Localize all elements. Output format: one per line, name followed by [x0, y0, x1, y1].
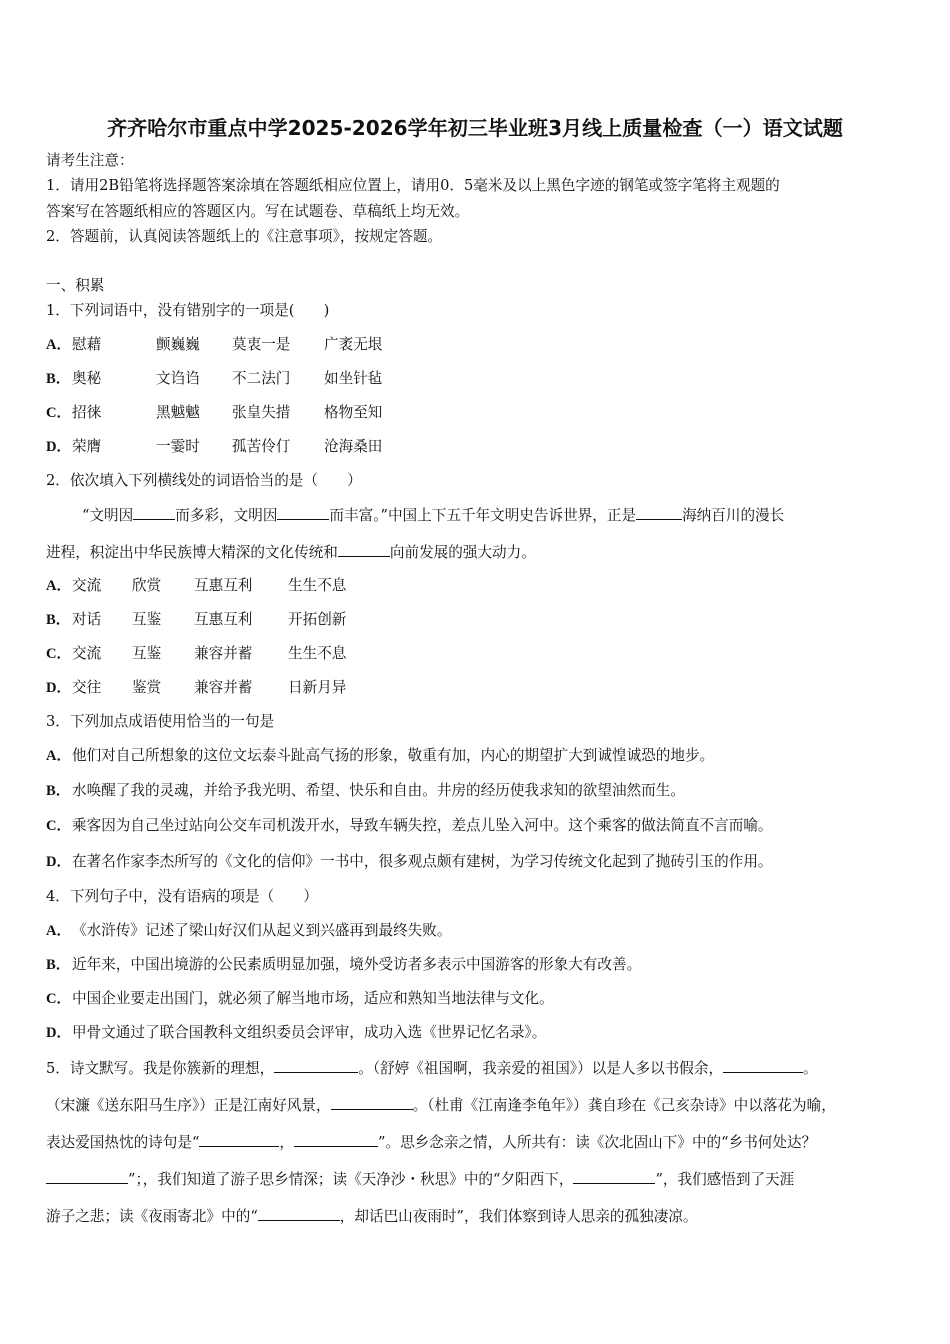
- option-text: 乘客因为自己坐过站向公交车司机泼开水，导致车辆失控，差点儿坠入河中。这个乘客的做法简直不言而喻。: [72, 817, 773, 834]
- q5-text: ，: [279, 1134, 295, 1151]
- fill-blank[interactable]: [723, 1058, 803, 1073]
- option-word: 莫衷一是: [232, 336, 291, 353]
- q5-text: 。: [803, 1060, 818, 1077]
- q5-line-1: [46, 1058, 818, 1079]
- option-letter: D．: [46, 680, 72, 696]
- notice-item-2: 2．答题前，认真阅读答题纸上的《注意事项》，按规定答题。: [46, 228, 443, 245]
- q5-text: ，却话巴山夜雨时”，我们体察到诗人思亲的孤独凄凉。: [339, 1208, 698, 1225]
- q1-option-b[interactable]: [46, 369, 406, 389]
- q4-option-b[interactable]: [46, 955, 641, 975]
- option-letter: A．: [46, 578, 72, 594]
- passage-text: 而多彩，文明因: [175, 507, 278, 524]
- option-word: 孤苦伶仃: [232, 438, 291, 455]
- option-letter: C．: [46, 818, 72, 834]
- passage-text: 向前发展的强大动力。: [389, 544, 536, 561]
- fill-blank[interactable]: [338, 542, 390, 557]
- option-word: 张皇失措: [232, 404, 291, 421]
- option-letter: B．: [46, 957, 71, 973]
- option-text: 《水浒传》记述了梁山好汉们从起义到兴盛再到最终失败。: [72, 922, 452, 939]
- fill-blank[interactable]: [636, 505, 682, 520]
- q3-option-d[interactable]: [46, 852, 773, 872]
- notice-item-1b: 答案写在答题纸相应的答题区内。写在试题卷、草稿纸上均无效。: [46, 203, 470, 220]
- option-word: 对话: [72, 611, 102, 628]
- option-word: 鉴赏: [132, 679, 162, 696]
- q2-option-d[interactable]: [46, 678, 370, 698]
- q2-option-b[interactable]: [46, 610, 370, 630]
- section-heading: 一、积累: [46, 277, 105, 294]
- q1-option-c[interactable]: [46, 403, 406, 423]
- option-word: 奥秘: [72, 370, 102, 387]
- notice-item-1a: 1．请用2B铅笔将选择题答案涂填在答题纸相应位置上，请用0．5毫米及以上黑色字迹的钢笔或签字笔将主观题的: [46, 177, 780, 194]
- option-word: 格物至知: [324, 404, 383, 421]
- notice-heading: 请考生注意：: [46, 152, 134, 169]
- option-word: 颤巍巍: [156, 336, 200, 353]
- option-word: 慰藉: [72, 336, 102, 353]
- q5-line-2: [46, 1095, 836, 1116]
- option-word: 生生不息: [288, 577, 347, 594]
- q1-option-a[interactable]: [46, 335, 406, 355]
- option-letter: D．: [46, 1025, 72, 1041]
- option-word: 互惠互利: [194, 611, 253, 628]
- fill-blank[interactable]: [331, 1095, 413, 1110]
- option-word: 互惠互利: [194, 577, 253, 594]
- option-word: 生生不息: [288, 645, 347, 662]
- option-text: 在著名作家李杰所写的《文化的信仰》一书中，很多观点颇有建树，为学习传统文化起到了抛砖引玉的作用。: [72, 853, 773, 870]
- q2-passage-line-1: [82, 505, 784, 526]
- passage-text: 进程，积淀出中华民族博大精深的文化传统和: [46, 544, 338, 561]
- option-letter: A．: [46, 923, 72, 939]
- option-letter: A．: [46, 337, 72, 353]
- option-word: 兼容并蓄: [194, 679, 253, 696]
- option-word: 交流: [72, 577, 102, 594]
- q5-text: ”，我们感悟到了天涯: [655, 1171, 795, 1188]
- q1-option-d[interactable]: [46, 437, 406, 457]
- fill-blank[interactable]: [274, 1058, 358, 1073]
- option-word: 一霎时: [156, 438, 200, 455]
- q3-option-c[interactable]: [46, 816, 773, 836]
- q5-text: 。（舒婷《祖国啊，我亲爱的祖国》）以是人多以书假余，: [358, 1060, 724, 1077]
- option-word: 招徕: [72, 404, 102, 421]
- option-letter: D．: [46, 854, 72, 870]
- q5-text: 游子之悲；读《夜雨寄北》中的“: [46, 1208, 258, 1225]
- q3-option-a[interactable]: [46, 746, 714, 766]
- q5-text: （宋濂《送东阳马生序》）正是江南好风景，: [46, 1097, 331, 1114]
- option-word: 欣赏: [132, 577, 162, 594]
- fill-blank[interactable]: [258, 1206, 340, 1221]
- q4-stem: 4．下列句子中，没有语病的项是（ ）: [46, 888, 318, 905]
- q5-text: 。（杜甫《江南逢李龟年》）龚自珍在《己亥杂诗》中以落花为喻，: [412, 1097, 836, 1114]
- passage-text: “文明因: [82, 507, 134, 524]
- fill-blank[interactable]: [294, 1132, 378, 1147]
- q3-option-b[interactable]: [46, 781, 685, 801]
- q2-option-a[interactable]: [46, 576, 370, 596]
- option-word: 互鉴: [132, 611, 162, 628]
- option-text: 水唤醒了我的灵魂，并给予我光明、希望、快乐和自由。井房的经历使我求知的欲望油然而生。: [72, 782, 685, 799]
- q2-passage-line-2: [46, 542, 536, 563]
- option-word: 交流: [72, 645, 102, 662]
- page-title: 齐齐哈尔市重点中学2025-2026学年初三毕业班3月线上质量检查（一）语文试题: [107, 116, 843, 140]
- q1-stem: 1．下列词语中，没有错别字的一项是( ): [46, 302, 330, 319]
- q5-text: 5．诗文默写。我是你簇新的理想，: [46, 1060, 275, 1077]
- fill-blank[interactable]: [133, 505, 175, 520]
- option-word: 黑魆魆: [156, 404, 200, 421]
- option-word: 互鉴: [132, 645, 162, 662]
- option-word: 沧海桑田: [324, 438, 383, 455]
- option-letter: C．: [46, 991, 72, 1007]
- option-text: 近年来，中国出境游的公民素质明显加强，境外受访者多表示中国游客的形象大有改善。: [72, 956, 642, 973]
- q2-option-c[interactable]: [46, 644, 370, 664]
- option-word: 广袤无垠: [324, 336, 383, 353]
- q4-option-d[interactable]: [46, 1023, 546, 1043]
- q5-line-3: [46, 1132, 816, 1153]
- option-text: 他们对自己所想象的这位文坛泰斗趾高气扬的形象，敬重有加，内心的期望扩大到诚惶诚恐的地步。: [72, 747, 715, 764]
- option-word: 开拓创新: [288, 611, 347, 628]
- option-letter: A．: [46, 748, 72, 764]
- option-letter: D．: [46, 439, 72, 455]
- option-letter: C．: [46, 646, 72, 662]
- option-letter: B．: [46, 783, 71, 799]
- option-letter: C．: [46, 405, 72, 421]
- q5-line-5: [46, 1206, 698, 1227]
- fill-blank[interactable]: [573, 1169, 655, 1184]
- option-word: 如坐针毡: [324, 370, 383, 387]
- option-word: 荣膺: [72, 438, 102, 455]
- option-letter: B．: [46, 371, 71, 387]
- q3-stem: 3．下列加点成语使用恰当的一句是: [46, 713, 275, 730]
- q4-option-c[interactable]: [46, 989, 554, 1009]
- q5-text: ”。思乡念亲之情，人所共有：读《次北固山下》中的“乡书何处达？: [378, 1134, 817, 1151]
- q4-option-a[interactable]: [46, 921, 451, 941]
- passage-text: 而丰富。”中国上下五千年文明史告诉世界，正是: [329, 507, 637, 524]
- option-text: 中国企业要走出国门，就必须了解当地市场，适应和熟知当地法律与文化。: [72, 990, 554, 1007]
- option-word: 不二法门: [232, 370, 291, 387]
- option-word: 日新月异: [288, 679, 347, 696]
- option-word: 交往: [72, 679, 102, 696]
- option-word: 文诌诌: [156, 370, 200, 387]
- q5-text: ”；，我们知道了游子思乡情深；读《天净沙・秋思》中的“夕阳西下，: [128, 1171, 574, 1188]
- q5-text: 表达爱国热忱的诗句是“: [46, 1134, 200, 1151]
- option-word: 兼容并蓄: [194, 645, 253, 662]
- passage-text: 海纳百川的漫长: [682, 507, 785, 524]
- option-text: 甲骨文通过了联合国教科文组织委员会评审，成功入选《世界记忆名录》。: [72, 1024, 547, 1041]
- fill-blank[interactable]: [277, 505, 329, 520]
- fill-blank[interactable]: [46, 1169, 128, 1184]
- fill-blank[interactable]: [199, 1132, 279, 1147]
- q2-stem: 2．依次填入下列横线处的词语恰当的是（ ）: [46, 472, 362, 489]
- option-letter: B．: [46, 612, 71, 628]
- q5-line-4: [46, 1169, 794, 1190]
